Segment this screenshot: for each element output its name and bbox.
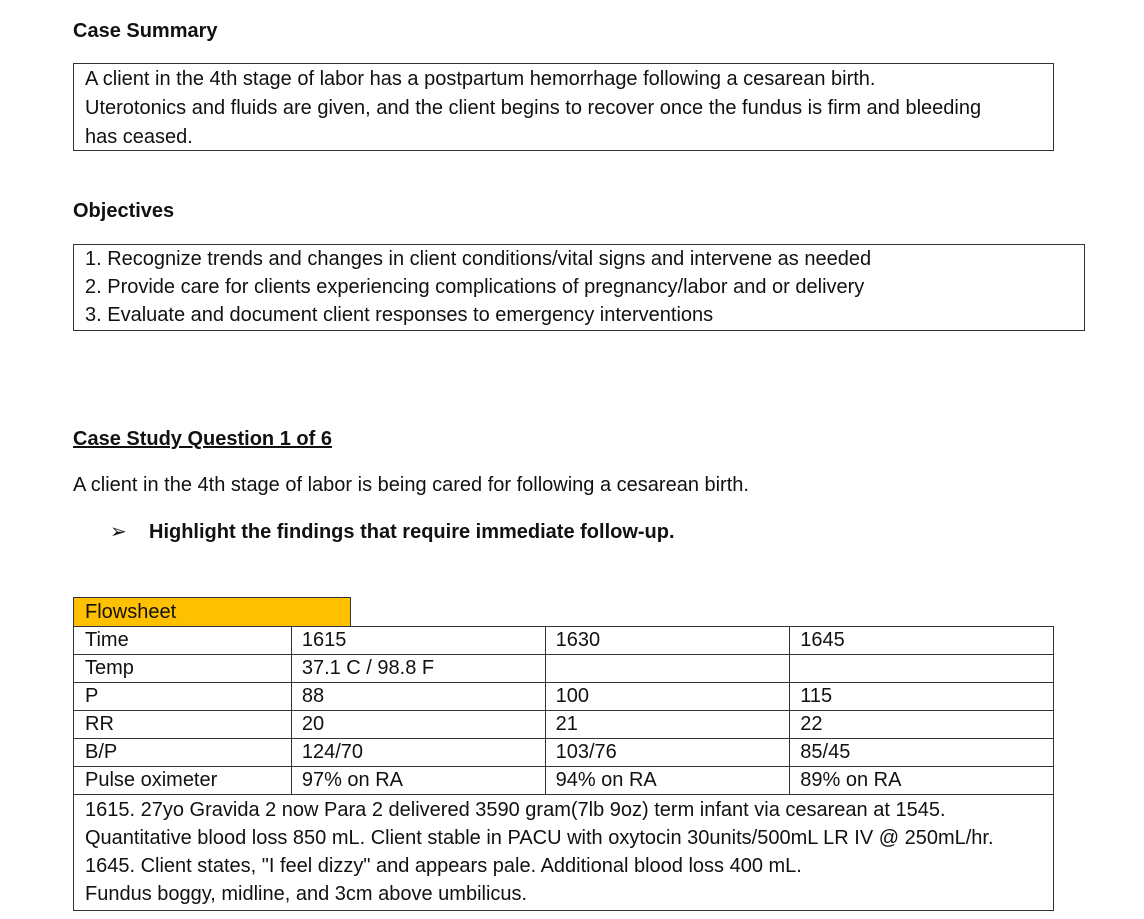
table-cell[interactable]: 115 [790, 683, 1054, 711]
table-cell[interactable]: 124/70 [291, 739, 545, 767]
row-header: Pulse oximeter [74, 767, 292, 795]
table-cell[interactable]: 103/76 [545, 739, 790, 767]
table-cell[interactable] [545, 655, 790, 683]
note-line[interactable]: 1645. Client states, "I feel dizzy" and appears pale. Additional blood loss 400 mL. [85, 855, 802, 877]
table-row [74, 739, 1054, 767]
objective-item: 1. Recognize trends and changes in client conditions/vital signs and intervene as needed [85, 248, 872, 270]
table-cell[interactable]: 89% on RA [790, 767, 1054, 795]
notes-row [74, 795, 1054, 911]
table-cell[interactable]: 1630 [545, 627, 790, 655]
table-row [74, 683, 1054, 711]
table-cell[interactable]: 22 [790, 711, 1054, 739]
table-cell[interactable]: 94% on RA [545, 767, 790, 795]
table-row [74, 767, 1054, 795]
summary-line: Uterotonics and fluids are given, and the client begins to recover once the fundus is firm and bleeding [85, 97, 982, 119]
row-header: Time [74, 627, 292, 655]
question-instruction: Highlight the findings that require immediate follow-up. [149, 521, 675, 543]
table-row [74, 711, 1054, 739]
table-cell[interactable]: 21 [545, 711, 790, 739]
table-cell[interactable] [790, 655, 1054, 683]
arrow-bullet-icon: ➢ [110, 521, 127, 543]
question-heading: Case Study Question 1 of 6 [73, 428, 332, 450]
objective-item: 3. Evaluate and document client responses to emergency interventions [85, 304, 714, 326]
flowsheet-label: Flowsheet [73, 597, 351, 627]
flowsheet-table [73, 626, 1054, 911]
case-summary-heading: Case Summary [73, 20, 218, 42]
objectives-box [73, 244, 1085, 331]
row-header: RR [74, 711, 292, 739]
table-cell[interactable]: 88 [291, 683, 545, 711]
table-cell[interactable]: 20 [291, 711, 545, 739]
table-cell[interactable]: 97% on RA [291, 767, 545, 795]
table-row [74, 627, 1054, 655]
case-summary-box [73, 63, 1054, 151]
objective-item: 2. Provide care for clients experiencing complications of pregnancy/labor and or delivery [85, 276, 865, 298]
table-cell[interactable]: 1615 [291, 627, 545, 655]
table-cell[interactable]: 100 [545, 683, 790, 711]
table-cell[interactable]: 37.1 C / 98.8 F [291, 655, 545, 683]
summary-line: A client in the 4th stage of labor has a postpartum hemorrhage following a cesarean birth. [85, 68, 876, 90]
flowsheet-notes [74, 795, 1054, 911]
note-line[interactable]: 1615. 27yo Gravida 2 now Para 2 delivered 3590 gram(7lb 9oz) term infant via cesarean at 1545. [85, 799, 946, 821]
row-header: Temp [74, 655, 292, 683]
question-prompt: A client in the 4th stage of labor is being cared for following a cesarean birth. [73, 474, 749, 496]
note-line[interactable]: Quantitative blood loss 850 mL. Client stable in PACU with oxytocin 30units/500mL LR IV @ 250mL/hr. [85, 827, 994, 849]
row-header: B/P [74, 739, 292, 767]
table-cell[interactable]: 85/45 [790, 739, 1054, 767]
table-cell[interactable]: 1645 [790, 627, 1054, 655]
table-row [74, 655, 1054, 683]
note-line[interactable]: Fundus boggy, midline, and 3cm above umbilicus. [85, 883, 528, 905]
objectives-heading: Objectives [73, 200, 175, 222]
summary-line: has ceased. [85, 126, 193, 148]
row-header: P [74, 683, 292, 711]
